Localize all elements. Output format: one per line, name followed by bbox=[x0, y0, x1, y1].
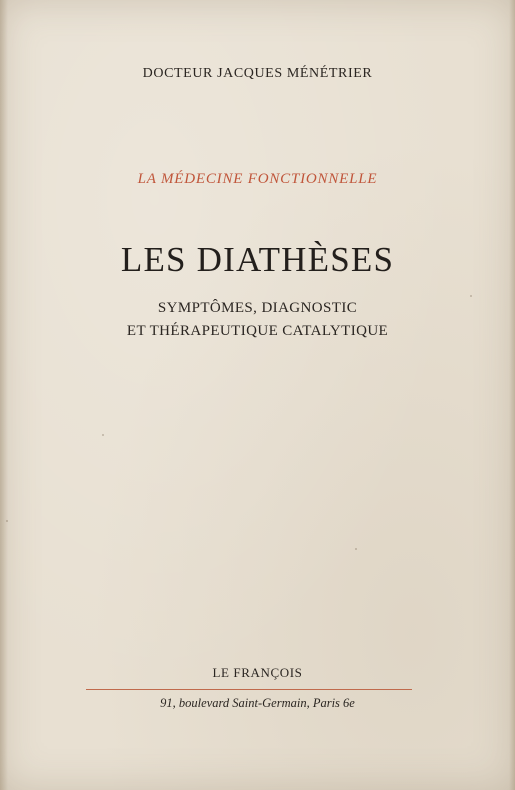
subtitle-line-1: SYMPTÔMES, DIAGNOSTIC bbox=[157, 300, 358, 316]
publisher-divider bbox=[86, 689, 412, 690]
paper-speck bbox=[470, 295, 472, 297]
paper-speck bbox=[102, 434, 104, 436]
author-name: DOCTEUR JACQUES MÉNÉTRIER bbox=[142, 66, 373, 81]
series-title: LA MÉDECINE FONCTIONNELLE bbox=[137, 171, 378, 187]
book-title: LES DIATHÈSES bbox=[120, 240, 395, 279]
publisher-name: LE FRANÇOIS bbox=[212, 665, 303, 680]
publisher-address: 91, boulevard Saint-Germain, Paris 6e bbox=[160, 696, 355, 710]
subtitle-line-2: ET THÉRAPEUTIQUE CATALYTIQUE bbox=[126, 323, 389, 339]
paper-speck bbox=[355, 548, 357, 550]
paper-speck bbox=[6, 520, 8, 522]
